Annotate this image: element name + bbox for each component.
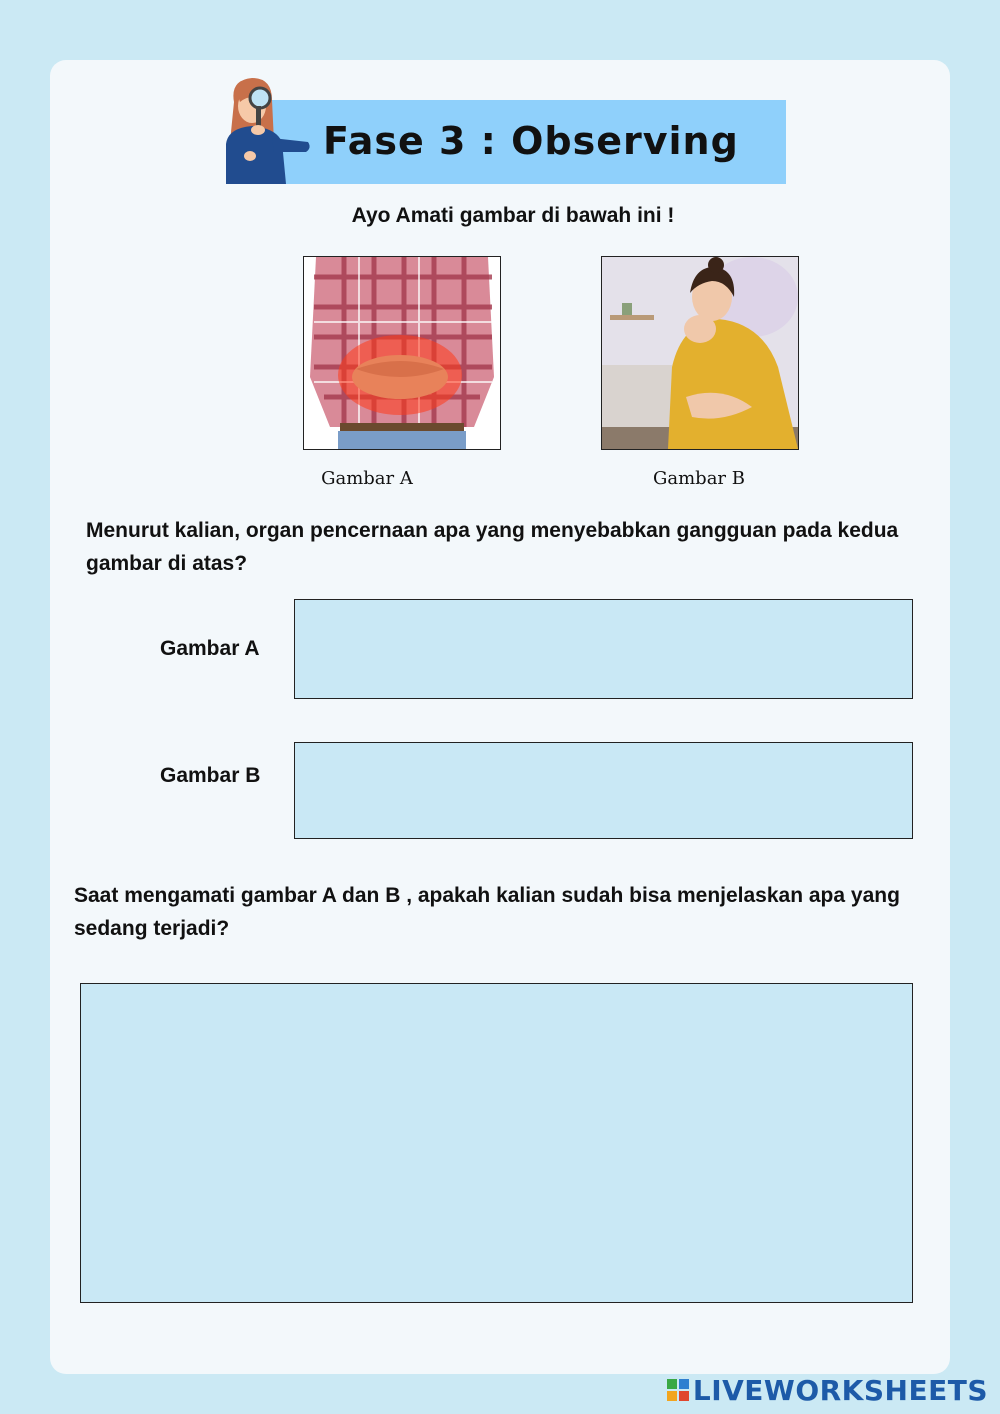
liveworksheets-brand-text: LIVEWORKSHEETS [692,1373,988,1407]
observing-girl-illustration [212,72,316,188]
answer-label-gambar-b: Gambar B [160,764,261,787]
caption-gambar-b: Gambar B [653,468,745,489]
question-2-text: Saat mengamati gambar A dan B , apakah kalian sudah bisa menjelaskan apa yang sedang terjadi? [74,884,900,940]
question-1-text: Menurut kalian, organ pencernaan apa yang menyebabkan gangguan pada kedua gambar di atas? [86,519,899,575]
photo-gambar-a [303,256,501,450]
instruction-text: Ayo Amati gambar di bawah ini ! [351,204,675,227]
answer-label-gambar-a: Gambar A [160,637,260,660]
photo-gambar-b [601,256,799,450]
answer-input-explanation[interactable] [80,983,913,1303]
page-title: Fase 3 : Observing [323,119,739,163]
liveworksheets-logo-icon [667,1379,689,1401]
answer-input-gambar-b[interactable] [294,742,913,839]
liveworksheets-logo [667,1374,988,1406]
caption-gambar-a: Gambar A [321,468,413,489]
answer-input-gambar-a[interactable] [294,599,913,699]
